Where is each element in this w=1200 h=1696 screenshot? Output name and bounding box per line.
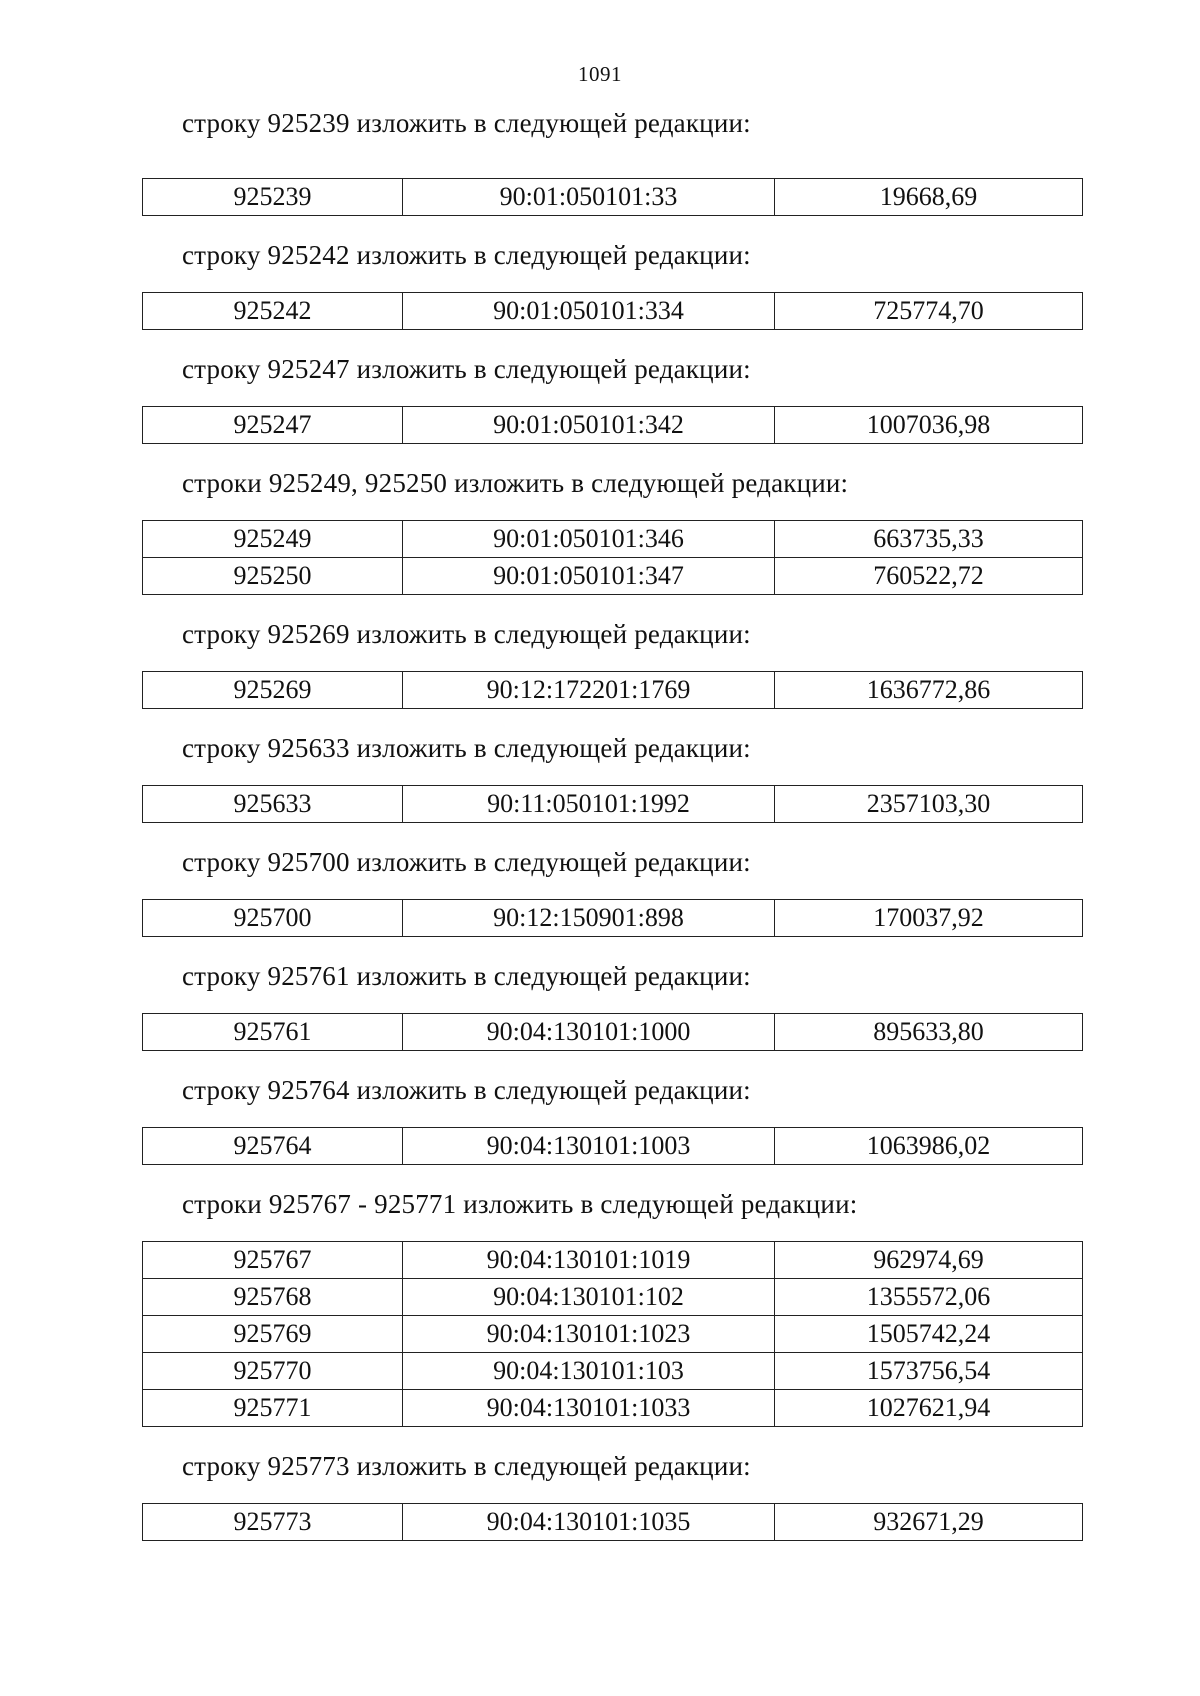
row-id-cell: 925633 bbox=[143, 786, 403, 823]
value-cell: 725774,70 bbox=[775, 293, 1083, 330]
amendment-section bbox=[142, 352, 1082, 444]
cadastral-number-cell: 90:04:130101:1003 bbox=[403, 1128, 775, 1165]
amendment-section bbox=[142, 238, 1082, 330]
value-cell: 1355572,06 bbox=[775, 1279, 1083, 1316]
cadastral-number-cell: 90:12:150901:898 bbox=[403, 900, 775, 937]
amendment-table bbox=[142, 785, 1083, 823]
cadastral-number-cell: 90:12:172201:1769 bbox=[403, 672, 775, 709]
row-id-cell: 925764 bbox=[143, 1128, 403, 1165]
amendment-table bbox=[142, 520, 1083, 595]
cadastral-number-cell: 90:04:130101:1019 bbox=[403, 1242, 775, 1279]
amendment-instruction: строку 925773 изложить в следующей редакции: bbox=[182, 1451, 751, 1481]
cadastral-number-cell: 90:01:050101:346 bbox=[403, 521, 775, 558]
cadastral-number-cell: 90:04:130101:1035 bbox=[403, 1504, 775, 1541]
table-row bbox=[143, 1353, 1083, 1390]
amendment-instruction: строку 925239 изложить в следующей редакции: bbox=[182, 108, 751, 138]
page-number: 1091 bbox=[578, 62, 622, 86]
amendment-instruction: строку 925633 изложить в следующей редакции: bbox=[182, 733, 751, 763]
cadastral-number-cell: 90:01:050101:342 bbox=[403, 407, 775, 444]
cadastral-number-cell: 90:04:130101:1000 bbox=[403, 1014, 775, 1051]
amendment-instruction: строки 925249, 925250 изложить в следующей редакции: bbox=[182, 468, 849, 498]
amendment-section bbox=[142, 959, 1082, 1051]
amendment-instruction: строки 925767 - 925771 изложить в следующей редакции: bbox=[182, 1189, 858, 1219]
cadastral-number-cell: 90:04:130101:103 bbox=[403, 1353, 775, 1390]
value-cell: 170037,92 bbox=[775, 900, 1083, 937]
amendment-section bbox=[142, 845, 1082, 937]
amendment-table bbox=[142, 1013, 1083, 1051]
value-cell: 1573756,54 bbox=[775, 1353, 1083, 1390]
table-row bbox=[143, 1316, 1083, 1353]
amendment-table bbox=[142, 899, 1083, 937]
row-id-cell: 925250 bbox=[143, 558, 403, 595]
row-id-cell: 925239 bbox=[143, 179, 403, 216]
row-id-cell: 925247 bbox=[143, 407, 403, 444]
table-row bbox=[143, 407, 1083, 444]
table-row bbox=[143, 900, 1083, 937]
table-row bbox=[143, 521, 1083, 558]
amendment-table bbox=[142, 1503, 1083, 1541]
row-id-cell: 925771 bbox=[143, 1390, 403, 1427]
amendment-instruction: строку 925242 изложить в следующей редакции: bbox=[182, 240, 751, 270]
amendment-section bbox=[142, 1449, 1082, 1541]
value-cell: 1063986,02 bbox=[775, 1128, 1083, 1165]
amendment-table bbox=[142, 406, 1083, 444]
amendment-instruction: строку 925247 изложить в следующей редакции: bbox=[182, 354, 751, 384]
amendment-section bbox=[142, 731, 1082, 823]
row-id-cell: 925768 bbox=[143, 1279, 403, 1316]
cadastral-number-cell: 90:11:050101:1992 bbox=[403, 786, 775, 823]
amendment-section bbox=[142, 466, 1082, 595]
value-cell: 1007036,98 bbox=[775, 407, 1083, 444]
table-row bbox=[143, 179, 1083, 216]
amendment-instruction: строку 925764 изложить в следующей редакции: bbox=[182, 1075, 751, 1105]
value-cell: 895633,80 bbox=[775, 1014, 1083, 1051]
value-cell: 663735,33 bbox=[775, 521, 1083, 558]
cadastral-number-cell: 90:04:130101:1033 bbox=[403, 1390, 775, 1427]
amendment-table bbox=[142, 178, 1083, 216]
table-row bbox=[143, 1128, 1083, 1165]
amendment-section bbox=[142, 106, 1082, 216]
cadastral-number-cell: 90:01:050101:347 bbox=[403, 558, 775, 595]
amendment-table bbox=[142, 671, 1083, 709]
cadastral-number-cell: 90:01:050101:334 bbox=[403, 293, 775, 330]
row-id-cell: 925269 bbox=[143, 672, 403, 709]
value-cell: 1636772,86 bbox=[775, 672, 1083, 709]
cadastral-number-cell: 90:04:130101:1023 bbox=[403, 1316, 775, 1353]
row-id-cell: 925770 bbox=[143, 1353, 403, 1390]
amendment-instruction: строку 925761 изложить в следующей редакции: bbox=[182, 961, 751, 991]
amendment-instruction: строку 925269 изложить в следующей редакции: bbox=[182, 619, 751, 649]
cadastral-number-cell: 90:04:130101:102 bbox=[403, 1279, 775, 1316]
row-id-cell: 925767 bbox=[143, 1242, 403, 1279]
table-row bbox=[143, 1504, 1083, 1541]
amendment-section bbox=[142, 1073, 1082, 1165]
value-cell: 1505742,24 bbox=[775, 1316, 1083, 1353]
row-id-cell: 925773 bbox=[143, 1504, 403, 1541]
amendment-table bbox=[142, 292, 1083, 330]
amendment-section bbox=[142, 1187, 1082, 1427]
value-cell: 760522,72 bbox=[775, 558, 1083, 595]
cadastral-number-cell: 90:01:050101:33 bbox=[403, 179, 775, 216]
table-row bbox=[143, 1014, 1083, 1051]
row-id-cell: 925249 bbox=[143, 521, 403, 558]
value-cell: 932671,29 bbox=[775, 1504, 1083, 1541]
table-row bbox=[143, 1390, 1083, 1427]
amendment-table bbox=[142, 1127, 1083, 1165]
value-cell: 1027621,94 bbox=[775, 1390, 1083, 1427]
amendment-table bbox=[142, 1241, 1083, 1427]
table-row bbox=[143, 1242, 1083, 1279]
table-row bbox=[143, 1279, 1083, 1316]
row-id-cell: 925242 bbox=[143, 293, 403, 330]
row-id-cell: 925761 bbox=[143, 1014, 403, 1051]
document-body bbox=[142, 106, 1082, 1563]
amendment-instruction: строку 925700 изложить в следующей редакции: bbox=[182, 847, 751, 877]
row-id-cell: 925700 bbox=[143, 900, 403, 937]
value-cell: 962974,69 bbox=[775, 1242, 1083, 1279]
table-row bbox=[143, 672, 1083, 709]
value-cell: 19668,69 bbox=[775, 179, 1083, 216]
amendment-section bbox=[142, 617, 1082, 709]
value-cell: 2357103,30 bbox=[775, 786, 1083, 823]
table-row bbox=[143, 558, 1083, 595]
table-row bbox=[143, 786, 1083, 823]
row-id-cell: 925769 bbox=[143, 1316, 403, 1353]
table-row bbox=[143, 293, 1083, 330]
